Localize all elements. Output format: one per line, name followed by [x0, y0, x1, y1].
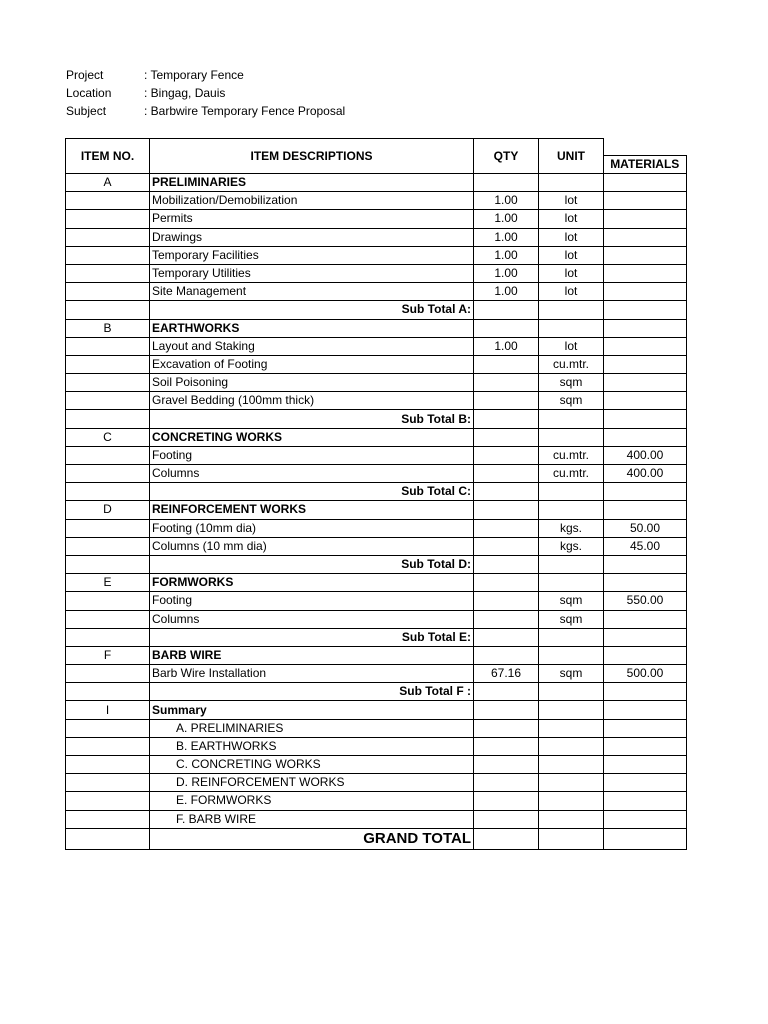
item-no-cell: A: [66, 174, 150, 192]
description-cell: Sub Total A:: [150, 301, 474, 319]
grand-total-row: [66, 828, 687, 849]
qty-cell: [474, 792, 539, 810]
column-header-materials-cell: [604, 139, 687, 174]
materials-cell: [604, 574, 687, 592]
description-cell: Sub Total E:: [150, 628, 474, 646]
materials-cell: [604, 683, 687, 701]
description-cell: Columns: [150, 465, 474, 483]
table-row: [66, 701, 687, 719]
table-row: [66, 683, 687, 701]
description-cell: Drawings: [150, 228, 474, 246]
description-cell: Footing: [150, 446, 474, 464]
unit-cell: kgs.: [539, 537, 604, 555]
table-row: [66, 174, 687, 192]
unit-cell: [539, 701, 604, 719]
qty-cell: [474, 683, 539, 701]
description-cell: Summary: [150, 701, 474, 719]
materials-cell: [604, 410, 687, 428]
item-no-cell: D: [66, 501, 150, 519]
materials-cell: [604, 628, 687, 646]
table-row: [66, 246, 687, 264]
table-row: [66, 628, 687, 646]
grand-total-unit-cell: [539, 828, 604, 849]
description-cell: Excavation of Footing: [150, 355, 474, 373]
materials-cell: [604, 483, 687, 501]
table-row: [66, 646, 687, 664]
subject-row: [66, 102, 345, 120]
table-row: [66, 337, 687, 355]
unit-cell: lot: [539, 246, 604, 264]
materials-cell: [604, 355, 687, 373]
description-cell: Sub Total D:: [150, 555, 474, 573]
table-row: [66, 374, 687, 392]
unit-cell: [539, 792, 604, 810]
unit-cell: [539, 501, 604, 519]
unit-cell: lot: [539, 192, 604, 210]
item-no-cell: [66, 610, 150, 628]
item-no-cell: [66, 228, 150, 246]
item-no-cell: [66, 210, 150, 228]
description-cell: Gravel Bedding (100mm thick): [150, 392, 474, 410]
item-no-cell: [66, 519, 150, 537]
item-no-cell: [66, 592, 150, 610]
item-no-cell: [66, 774, 150, 792]
description-cell: Temporary Facilities: [150, 246, 474, 264]
table-row: [66, 319, 687, 337]
item-no-cell: [66, 792, 150, 810]
description-cell: Footing: [150, 592, 474, 610]
qty-cell: [474, 410, 539, 428]
qty-cell: 1.00: [474, 337, 539, 355]
item-no-cell: [66, 737, 150, 755]
project-label: Project: [66, 68, 104, 82]
table-row: [66, 283, 687, 301]
qty-cell: [474, 483, 539, 501]
description-cell: C. CONCRETING WORKS: [150, 756, 474, 774]
materials-cell: [604, 319, 687, 337]
item-no-cell: [66, 465, 150, 483]
qty-cell: 1.00: [474, 228, 539, 246]
item-no-cell: [66, 264, 150, 282]
qty-cell: [474, 355, 539, 373]
table-row: [66, 192, 687, 210]
description-cell: Mobilization/Demobilization: [150, 192, 474, 210]
column-header-unit: UNIT: [539, 139, 604, 174]
description-cell: Columns: [150, 610, 474, 628]
qty-cell: [474, 301, 539, 319]
grand-total-qty-cell: [474, 828, 539, 849]
qty-cell: [474, 446, 539, 464]
unit-cell: [539, 319, 604, 337]
materials-cell: [604, 646, 687, 664]
document-header: [66, 66, 345, 120]
table-row: [66, 301, 687, 319]
unit-cell: cu.mtr.: [539, 465, 604, 483]
qty-cell: 1.00: [474, 246, 539, 264]
grand-total-label: GRAND TOTAL: [150, 828, 474, 849]
table-row: [66, 392, 687, 410]
materials-cell: [604, 737, 687, 755]
table-row: [66, 737, 687, 755]
item-no-cell: [66, 446, 150, 464]
item-no-cell: [66, 628, 150, 646]
qty-cell: [474, 574, 539, 592]
materials-cell: [604, 246, 687, 264]
grand-total-materials-cell: [604, 828, 687, 849]
table-row: [66, 519, 687, 537]
project-row: [66, 66, 345, 84]
project-value: : Temporary Fence: [144, 68, 244, 82]
description-cell: PRELIMINARIES: [150, 174, 474, 192]
materials-cell: 400.00: [604, 465, 687, 483]
grand-total-item-cell: [66, 828, 150, 849]
unit-cell: [539, 737, 604, 755]
table-row: [66, 410, 687, 428]
unit-cell: [539, 646, 604, 664]
table-row: [66, 483, 687, 501]
qty-cell: [474, 774, 539, 792]
table-row: [66, 446, 687, 464]
table-row: [66, 574, 687, 592]
description-cell: EARTHWORKS: [150, 319, 474, 337]
table-row: [66, 792, 687, 810]
unit-cell: cu.mtr.: [539, 355, 604, 373]
item-no-cell: [66, 355, 150, 373]
qty-cell: [474, 174, 539, 192]
description-cell: Sub Total C:: [150, 483, 474, 501]
description-cell: Columns (10 mm dia): [150, 537, 474, 555]
unit-cell: lot: [539, 264, 604, 282]
location-value: : Bingag, Dauis: [144, 86, 226, 100]
unit-cell: sqm: [539, 374, 604, 392]
qty-cell: [474, 646, 539, 664]
item-no-cell: [66, 719, 150, 737]
materials-cell: [604, 174, 687, 192]
item-no-cell: B: [66, 319, 150, 337]
item-no-cell: [66, 537, 150, 555]
description-cell: Temporary Utilities: [150, 264, 474, 282]
table-body: [66, 174, 687, 829]
item-no-cell: F: [66, 646, 150, 664]
table-row: [66, 228, 687, 246]
description-cell: CONCRETING WORKS: [150, 428, 474, 446]
description-cell: BARB WIRE: [150, 646, 474, 664]
subject-label: Subject: [66, 104, 107, 118]
location-label: Location: [66, 86, 112, 100]
materials-cell: 550.00: [604, 592, 687, 610]
qty-cell: [474, 392, 539, 410]
item-no-cell: [66, 392, 150, 410]
item-no-cell: [66, 301, 150, 319]
unit-cell: [539, 719, 604, 737]
qty-cell: 67.16: [474, 665, 539, 683]
materials-cell: [604, 210, 687, 228]
materials-cell: [604, 283, 687, 301]
qty-cell: 1.00: [474, 192, 539, 210]
materials-cell: 500.00: [604, 665, 687, 683]
materials-cell: [604, 428, 687, 446]
item-no-cell: [66, 683, 150, 701]
unit-cell: [539, 628, 604, 646]
materials-cell: [604, 701, 687, 719]
qty-cell: [474, 592, 539, 610]
unit-cell: [539, 555, 604, 573]
unit-cell: [539, 428, 604, 446]
unit-cell: sqm: [539, 665, 604, 683]
unit-cell: lot: [539, 283, 604, 301]
description-cell: E. FORMWORKS: [150, 792, 474, 810]
unit-cell: [539, 174, 604, 192]
unit-cell: [539, 774, 604, 792]
materials-cell: [604, 555, 687, 573]
qty-cell: [474, 701, 539, 719]
unit-cell: [539, 483, 604, 501]
qty-cell: [474, 428, 539, 446]
item-no-cell: [66, 810, 150, 828]
qty-cell: [474, 374, 539, 392]
subject-value: : Barbwire Temporary Fence Proposal: [144, 104, 346, 118]
materials-cell: [604, 719, 687, 737]
item-no-cell: C: [66, 428, 150, 446]
description-cell: Sub Total B:: [150, 410, 474, 428]
column-header-materials: MATERIALS: [604, 155, 687, 173]
description-cell: Barb Wire Installation: [150, 665, 474, 683]
column-header-qty: QTY: [474, 139, 539, 174]
item-no-cell: E: [66, 574, 150, 592]
table-header-row: [66, 139, 687, 174]
item-no-cell: [66, 555, 150, 573]
description-cell: F. BARB WIRE: [150, 810, 474, 828]
materials-cell: 45.00: [604, 537, 687, 555]
materials-cell: [604, 301, 687, 319]
location-row: [66, 84, 345, 102]
description-cell: D. REINFORCEMENT WORKS: [150, 774, 474, 792]
materials-cell: [604, 774, 687, 792]
qty-cell: [474, 810, 539, 828]
materials-cell: [604, 392, 687, 410]
materials-cell: 50.00: [604, 519, 687, 537]
materials-cell: 400.00: [604, 446, 687, 464]
description-cell: Permits: [150, 210, 474, 228]
item-no-cell: [66, 483, 150, 501]
table-row: [66, 756, 687, 774]
unit-cell: [539, 756, 604, 774]
materials-cell: [604, 228, 687, 246]
item-no-cell: [66, 410, 150, 428]
item-no-cell: [66, 665, 150, 683]
materials-cell: [604, 810, 687, 828]
materials-cell: [604, 374, 687, 392]
description-cell: A. PRELIMINARIES: [150, 719, 474, 737]
bill-of-quantities-table: [65, 138, 687, 850]
column-header-item-no: ITEM NO.: [66, 139, 150, 174]
description-cell: Soil Poisoning: [150, 374, 474, 392]
qty-cell: [474, 319, 539, 337]
table-row: [66, 210, 687, 228]
item-no-cell: [66, 283, 150, 301]
unit-cell: [539, 410, 604, 428]
item-no-cell: [66, 192, 150, 210]
qty-cell: [474, 465, 539, 483]
qty-cell: [474, 555, 539, 573]
table-row: [66, 555, 687, 573]
qty-cell: [474, 737, 539, 755]
unit-cell: sqm: [539, 592, 604, 610]
description-cell: Layout and Staking: [150, 337, 474, 355]
unit-cell: kgs.: [539, 519, 604, 537]
column-header-descriptions: ITEM DESCRIPTIONS: [150, 139, 474, 174]
materials-cell: [604, 192, 687, 210]
table-row: [66, 665, 687, 683]
unit-cell: lot: [539, 337, 604, 355]
materials-cell: [604, 756, 687, 774]
item-no-cell: [66, 756, 150, 774]
table-row: [66, 501, 687, 519]
table-row: [66, 537, 687, 555]
table-row: [66, 428, 687, 446]
unit-cell: [539, 683, 604, 701]
materials-cell: [604, 610, 687, 628]
qty-cell: [474, 537, 539, 555]
qty-cell: [474, 501, 539, 519]
table-row: [66, 719, 687, 737]
description-cell: REINFORCEMENT WORKS: [150, 501, 474, 519]
unit-cell: cu.mtr.: [539, 446, 604, 464]
item-no-cell: [66, 246, 150, 264]
qty-cell: 1.00: [474, 210, 539, 228]
description-cell: B. EARTHWORKS: [150, 737, 474, 755]
table-row: [66, 810, 687, 828]
unit-cell: [539, 301, 604, 319]
unit-cell: [539, 810, 604, 828]
table-row: [66, 610, 687, 628]
table-row: [66, 465, 687, 483]
description-cell: Site Management: [150, 283, 474, 301]
unit-cell: lot: [539, 228, 604, 246]
unit-cell: sqm: [539, 610, 604, 628]
table-row: [66, 355, 687, 373]
table-row: [66, 264, 687, 282]
qty-cell: [474, 610, 539, 628]
materials-cell: [604, 264, 687, 282]
table-row: [66, 592, 687, 610]
unit-cell: lot: [539, 210, 604, 228]
qty-cell: 1.00: [474, 283, 539, 301]
table-row: [66, 774, 687, 792]
qty-cell: [474, 519, 539, 537]
qty-cell: [474, 719, 539, 737]
materials-cell: [604, 501, 687, 519]
qty-cell: [474, 756, 539, 774]
description-cell: Sub Total F :: [150, 683, 474, 701]
materials-cell: [604, 337, 687, 355]
unit-cell: sqm: [539, 392, 604, 410]
unit-cell: [539, 574, 604, 592]
materials-cell: [604, 792, 687, 810]
item-no-cell: [66, 374, 150, 392]
qty-cell: 1.00: [474, 264, 539, 282]
description-cell: Footing (10mm dia): [150, 519, 474, 537]
item-no-cell: I: [66, 701, 150, 719]
description-cell: FORMWORKS: [150, 574, 474, 592]
qty-cell: [474, 628, 539, 646]
item-no-cell: [66, 337, 150, 355]
